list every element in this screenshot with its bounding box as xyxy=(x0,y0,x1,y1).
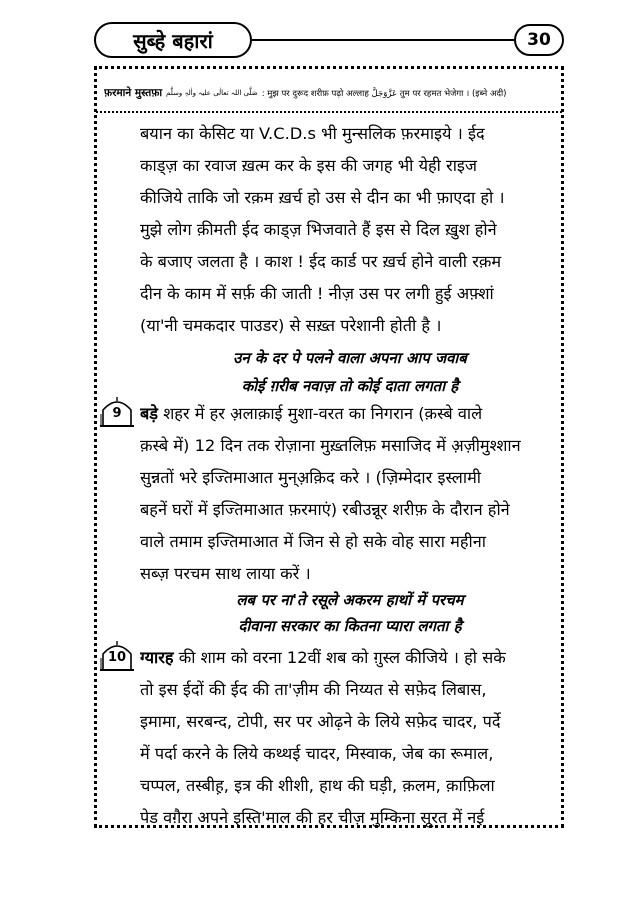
page-number: 30 xyxy=(514,24,564,56)
book-title: सुब्हे बहारां xyxy=(94,22,252,58)
item9-number: 9 xyxy=(112,406,122,421)
item9-line xyxy=(140,400,560,432)
farman-line xyxy=(104,80,556,106)
para1-line: काड्ज़ का रवाज ख़त्म कर के इस की जगह भी येही राइज xyxy=(140,156,478,175)
item9-lead: बड़े xyxy=(140,404,159,423)
para1-line: दीन के काम में सर्फ़ की जाती ! नीज़ उस पर लगी हुई अफ़्शां xyxy=(140,284,494,303)
item10-line: इमामा, सरबन्द, टोपी, सर पर ओढ़ने के लिये सफ़ेद चादर, पर्दे xyxy=(140,712,501,731)
item9-line-text: शहर में हर अ़लाक़ाई मुशा-वरत का निगरान (क़स्बे वाले xyxy=(158,404,483,423)
item10-number-badge xyxy=(100,640,134,672)
item9-line: सब्ज़ परचम साथ लाया करें । xyxy=(140,564,311,583)
item10-line xyxy=(140,644,560,676)
item10-lead: ग्यारह xyxy=(140,648,174,667)
verse2-line: दीवाना सरकार का कितना प्यारा लगता है xyxy=(238,617,462,635)
para1-line: के बजाए जलता है । काश ! ईद कार्ड पर ख़र्च होने वाली रक़म xyxy=(140,252,502,271)
item10-line: चप्पल, तस्बीह़, इत्र की शीशी, हाथ की घड़ी, क़लम, क़ाफ़िला xyxy=(140,776,495,795)
para1-line: बयान का केसिट या V.C.D.s भी मुन्सलिक फ़रमाइये । ईद xyxy=(140,124,485,143)
item9-line: क़स्बे में) 12 दिन तक रोज़ाना मुख़्तलिफ़ मसाजिद में अ़ज़ीमुश्शान xyxy=(140,436,521,455)
verse1-line: उन के दर पे पलने वाला अपना आप जवाब xyxy=(233,349,467,367)
item10-line: पेड वग़ैरा अपने इस्ति'माल की हर चीज़ मुम्किना सूरत में नई xyxy=(140,808,485,827)
farman-label: फ़रमाने मुस्तफ़ा xyxy=(104,87,163,99)
para1-line: मुझे लोग क़ीमती ईद काड्ज़ भिजवाते हैं इस से दिल ख़ुश होने xyxy=(140,220,497,239)
verse1-line: कोई ग़रीब नवाज़ तो कोई दाता लगता है xyxy=(241,377,459,395)
item10-number: 10 xyxy=(107,650,127,665)
verse2-line: लब पर ना'ते रसूले अकरम हाथों में परचम xyxy=(236,591,464,609)
para1-line: कीजिये ताकि जो रक़म ख़र्च हो उस से दीन का भी फ़ाएदा हो । xyxy=(140,188,505,207)
item10-line: में पर्दा करने के लिये कथ्थई चादर, मिस्वाक, जेब का रूमाल, xyxy=(140,744,494,763)
para1-line: (या'नी चमकदार पाउडर) से सख़्त परेशानी होती है । xyxy=(140,316,442,335)
farman-text: : मुझ पर दुरूद शरीफ़ पढ़ो अल्लाह عَزَّوَجَلَّ तुम पर रहमत भेजेगा । (इब्ने अदी) xyxy=(261,88,507,99)
item9-line: वाले तमाम इज्तिमाआत में जिन से हो सके वोह सारा महीना xyxy=(140,532,487,551)
item10-line-text: की शाम को वरना 12वीं शब को ग़ुस्ल कीजिये । हो सके xyxy=(173,648,506,667)
farman-salawat: صَلَّی اللہ تعالٰی علیہ واٰلہٖ وسلَّم xyxy=(166,89,258,97)
item9-line: सुन्नतों भरे इज्तिमाआत मुन्अ़क़िद करे । (ज़िम्मेदार इस्लामी xyxy=(140,468,482,487)
farman-divider xyxy=(96,111,562,113)
item9-number-badge xyxy=(100,396,134,428)
page-header xyxy=(94,22,564,66)
header-rule xyxy=(252,39,514,41)
item9-line: बहनें घरों में इज्तिमाआत फ़रमाएं) रबीउन्नूर शरीफ़ के दौरान होने xyxy=(140,500,510,519)
item10-line: तो इस ईदों की ईद की ता'ज़ीम की निय्यत से सफ़ेद लिबास, xyxy=(140,680,487,699)
